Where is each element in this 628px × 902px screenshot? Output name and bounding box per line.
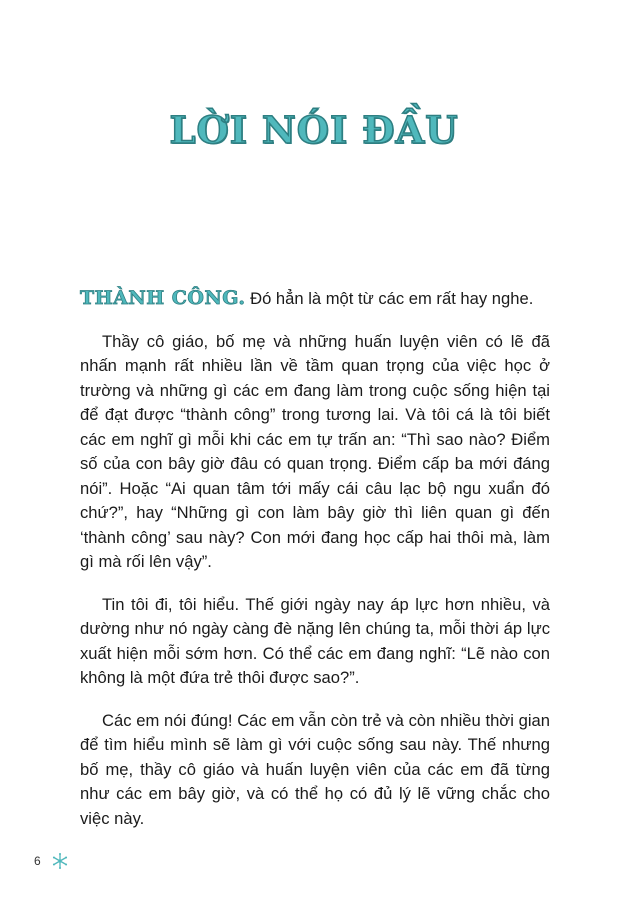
snowflake-icon bbox=[51, 852, 69, 870]
main-content bbox=[80, 286, 550, 831]
paragraph-3: Các em nói đúng! Các em vẫn còn trẻ và còn nhiều thời gian để tìm hiểu mình sẽ làm gì với cuộc sống sau này. Thế nhưng bố mẹ, thầy cô giáo và huấn luyện viên của các em đã từng như các em bây giờ, và có thể họ có đủ lý lẽ vững chắc cho việc này. bbox=[80, 710, 550, 828]
page-title: LỜI NÓI ĐẦU bbox=[169, 108, 459, 152]
paragraph-2: Tin tôi đi, tôi hiểu. Thế giới ngày nay áp lực hơn nhiều, và dường như nó ngày càng đè nặng lên chúng ta, mỗi thời áp lực xuất hiện mỗi sớm hơn. Có thể các em đang nghĩ: “Lẽ nào con không là một đứa trẻ thôi được sao?”. bbox=[80, 594, 550, 687]
lead-text: Đó hẳn là một từ các em rất hay nghe. bbox=[245, 289, 534, 308]
lead-paragraph bbox=[80, 286, 550, 312]
page-number: 6 bbox=[34, 854, 41, 868]
paragraph-1: Thầy cô giáo, bố mẹ và những huấn luyện viên có lẽ đã nhấn mạnh rất nhiều lần về tầm quan trọng của việc học ở trường và những gì các em đang làm trong cuộc sống hiện tại để đạt được “thành công” trong tương lai. Và tôi cá là tôi biết các em nghĩ gì mỗi khi các em tự trấn an: “Thì sao nào? Điểm số của con bây giờ đâu có quan trọng. Điểm cấp ba mới đáng nói”. Hoặc “Ai quan tâm tới mấy cái câu lạc bộ ngu xuẩn đó chứ?”, hay “Những gì con làm bây giờ thì liên quan gì đến ‘thành công’ sau này? Con mới đang học cấp hai thôi mà, làm gì mà rối lên vậy”. bbox=[80, 331, 550, 571]
lead-word: THÀNH CÔNG. bbox=[80, 287, 246, 309]
page-footer bbox=[34, 852, 69, 870]
